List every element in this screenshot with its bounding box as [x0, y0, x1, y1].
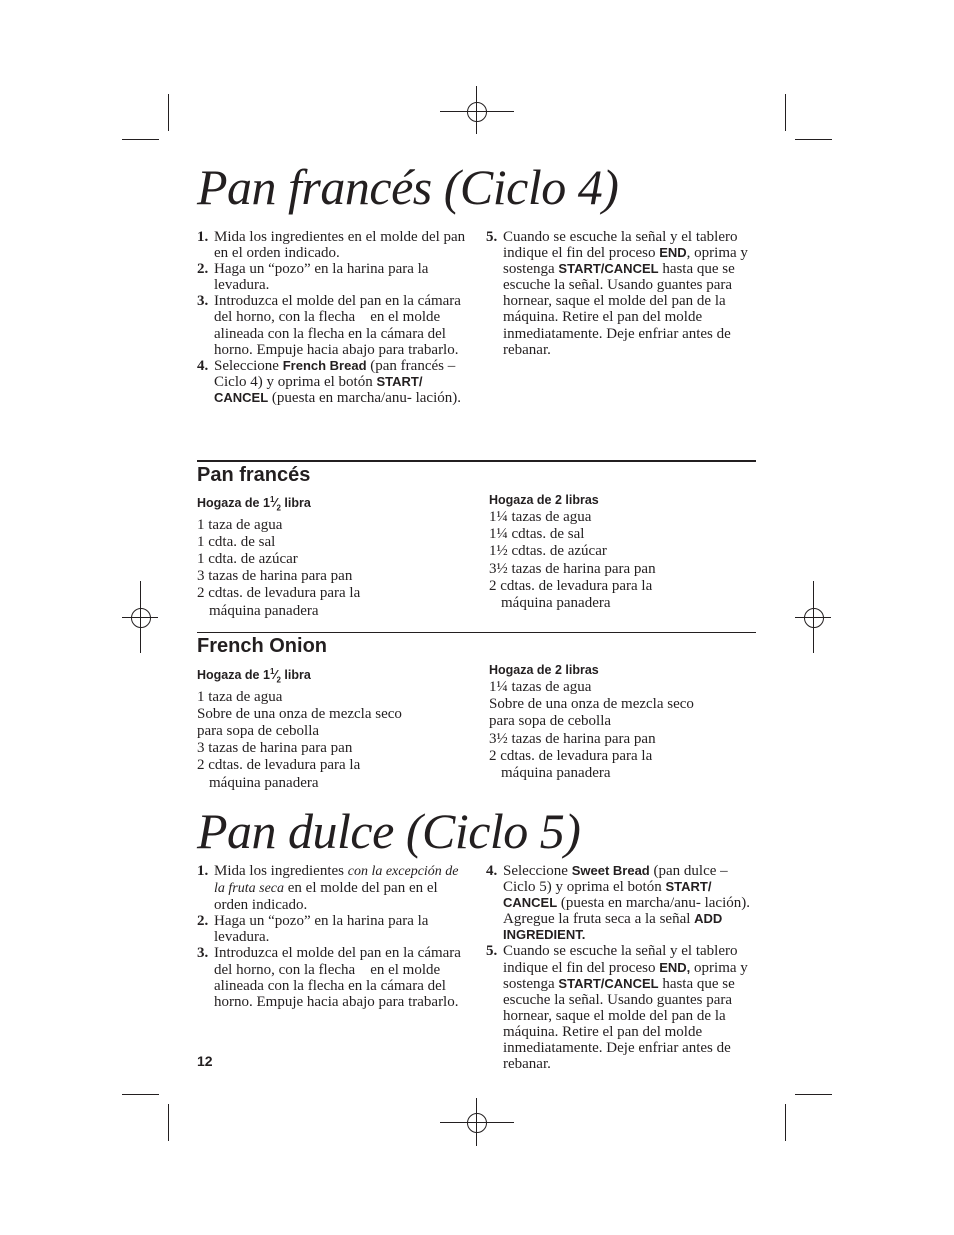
ingredient: 1¼ tazas de agua — [489, 509, 592, 525]
step: 1. Mida los ingredientes en el molde del pan en el orden indicado. — [197, 229, 466, 262]
step: 4. Seleccione Sweet Bread (pan dulce – Ciclo 5) y oprima el botón START/ CANCEL (puesta en marcha/anu- lación). Agregue la fruta seca a la señal ADD INGREDIENT. — [486, 863, 750, 943]
recipe-loaf-small — [197, 663, 472, 792]
section-title-pan-frances: Pan francés (Ciclo 4) — [197, 159, 619, 215]
step: 3. Introduzca el molde del pan en la cámara del horno, con la flecha en el molde alineada con la flecha en la cámara del horno. Empuje hacia abajo para trabarlo. — [197, 945, 461, 1010]
loaf-title: Hogaza de $1^1⁄_2$ libra — [197, 495, 311, 513]
section-title-pan-dulce: Pan dulce (Ciclo 5) — [197, 803, 581, 859]
section-rule — [197, 460, 756, 462]
ingredient: 1 cdta. de azúcar — [197, 551, 298, 568]
step: 4. Seleccione French Bread (pan francés – Ciclo 4) y oprima el botón START/ CANCEL (puesta en marcha/anu- lación). — [197, 357, 461, 406]
recipe-heading-pan-frances: Pan francés — [197, 464, 311, 486]
ingredient: Sobre de una onza de mezcla seco — [197, 705, 402, 722]
ingredient: 2 cdtas. de levadura para la — [197, 757, 361, 774]
step: 1. Mida los ingredientes con la excepción de la fruta seca en el molde del pan en el orden indicado. — [197, 863, 459, 914]
step: 3. Introduzca el molde del pan en la cámara del horno, con la flecha en el molde alineada con la flecha en la cámara del horno. Empuje hacia abajo para trabarlo. — [197, 293, 461, 358]
step: 5. Cuando se escuche la señal y el tablero indique el fin del proceso END, oprima y sostenga START/CANCEL hasta que se escuche la señal. Usando guantes para hornear, saque el molde del pan de la máquina. Retire el pan del molde inmediatamente. Deje enfriar antes de rebanar. — [486, 229, 748, 358]
steps-list-pan-dulce-left — [197, 863, 467, 1010]
ingredient: 1 taza de agua — [197, 516, 283, 533]
step: 2. Haga un “pozo” en la harina para la levadura. — [197, 261, 429, 294]
ingredient: 1¼ cdtas. de sal — [489, 526, 585, 543]
ingredient: 3½ tazas de harina para pan — [489, 730, 656, 747]
steps-list-pan-frances-right — [486, 229, 756, 358]
ingredient: 1½ cdtas. de azúcar — [489, 543, 607, 560]
recipe-heading-french-onion: French Onion — [197, 635, 327, 657]
steps-list-pan-dulce-right — [486, 863, 758, 1072]
ingredient: Sobre de una onza de mezcla seco — [489, 696, 694, 713]
ingredient: 1 cdta. de sal — [197, 533, 276, 550]
ingredient: para sopa de cebolla — [489, 713, 612, 730]
ingredient: máquina panadera — [209, 774, 319, 791]
ingredient: 1¼ tazas de agua — [489, 679, 592, 695]
ingredient: para sopa de cebolla — [197, 723, 320, 740]
ingredient: 2 cdtas. de levadura para la — [489, 577, 653, 594]
steps-list-pan-frances-left — [197, 229, 467, 406]
loaf-title: Hogaza de $1^1⁄_2$ libra — [197, 667, 311, 685]
recipe-loaf-small — [197, 491, 472, 620]
recipe-loaf-large — [489, 662, 759, 782]
recipe-loaf-large — [489, 492, 759, 612]
page-number: 12 — [197, 1053, 213, 1069]
ingredient: 3 tazas de harina para pan — [197, 740, 353, 757]
section-rule — [197, 632, 756, 633]
step: 5. Cuando se escuche la señal y el tablero indique el fin del proceso END, oprima y sostenga START/CANCEL hasta que se escuche la señal. Usando guantes para hornear, saque el molde del pan de la máquina. Retire el pan del molde inmediatamente. Deje enfriar antes de rebanar. — [486, 943, 748, 1073]
ingredient: 3½ tazas de harina para pan — [489, 560, 656, 577]
ingredient: 2 cdtas. de levadura para la — [197, 585, 361, 602]
loaf-title: Hogaza de 2 libras — [489, 663, 599, 677]
ingredient: máquina panadera — [501, 595, 611, 612]
ingredient: 3 tazas de harina para pan — [197, 568, 353, 585]
loaf-title: Hogaza de 2 libras — [489, 493, 599, 507]
ingredient: 1 taza de agua — [197, 688, 283, 705]
ingredient: máquina panadera — [209, 602, 319, 619]
ingredient: máquina panadera — [501, 765, 611, 782]
ingredient: 2 cdtas. de levadura para la — [489, 747, 653, 764]
step: 2. Haga un “pozo” en la harina para la levadura. — [197, 913, 429, 946]
